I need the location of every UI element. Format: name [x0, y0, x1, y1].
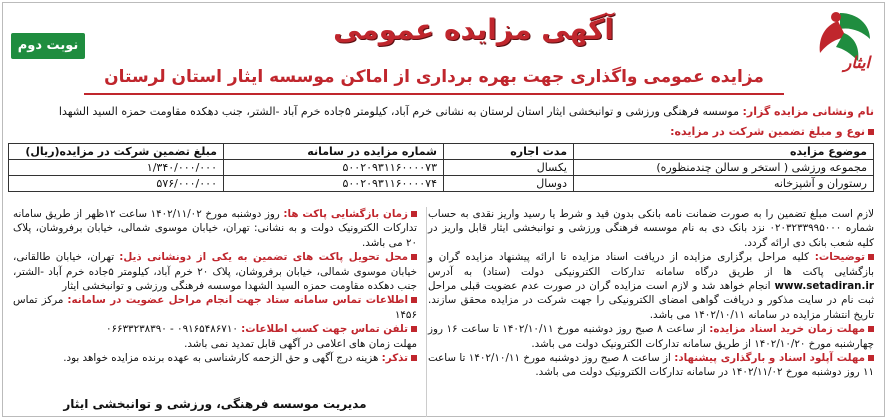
column-divider [426, 207, 427, 417]
delivery-paragraph [13, 250, 417, 293]
phones-paragraph [13, 322, 417, 336]
delivery-label: محل تحویل پاکت های تضمین به یکی از دونشانی ذیل: [119, 251, 408, 264]
organizer-line [9, 104, 874, 120]
mention-text: هزینه درج آگهی و حق الزحمه کارشناسی به عهده برنده مزایده خواهد بود. [63, 352, 382, 365]
cell-subject: مجموعه ورزشی ( استخر و سالن چندمنظوره) [574, 160, 874, 176]
bullet-icon [868, 129, 874, 135]
contact-text: مرکز تماس ۱۴۵۶ [13, 294, 417, 321]
mention-paragraph [13, 351, 417, 365]
header-subject: موضوع مزایده [574, 144, 874, 160]
cell-guarantee-amount: ۵۷۶/۰۰۰/۰۰۰ [9, 176, 224, 192]
buy-deadline-text: از ساعت ۸ صبح روز دوشنبه مورخ ۱۴۰۲/۱۰/۱۱ تا ساعت ۱۶ روز چهارشنبه مورخ ۱۴۰۲/۱۰/۲۰ از طریق سامانه تدارکات الکترونیک دولت می باشد. [428, 323, 874, 350]
bullet-icon [411, 211, 417, 217]
cell-auction-number: ۵۰۰۲۰۹۳۱۱۶۰۰۰۰۷۴ [224, 176, 444, 192]
right-column [428, 207, 874, 380]
header-auction-number: شماره مزایده در سامانه [224, 144, 444, 160]
phones-text: ۰۹۱۶۵۴۸۶۷۱۰ - ۰۶۶۳۳۲۳۸۳۹۰ [105, 323, 242, 336]
notes-text-2: انجام خواهد شد و لازم است مزایده گران در صورت عدم عضویت قبلی مراحل ثبت نام در سایت مذکور و دریافت گواهی امضای الکترونیکی را جهت شرکت در مزایده محقق سازند. تاریخ انتشار مزایده در سامانه ۱۴۰۲/۱۰/۱۱ می باشد. [428, 280, 874, 321]
notes-label: توضیحات: [814, 251, 865, 264]
bullet-icon [411, 254, 417, 260]
table-row [9, 160, 874, 176]
phones-label: تلفن تماس جهت کسب اطلاعات: [241, 323, 408, 336]
left-column [13, 207, 417, 365]
upload-deadline-label: مهلت آپلود اسناد و بارگذاری پیشنهاد: [674, 352, 865, 365]
organizer-label: نام ونشانی مزایده گزار: [742, 105, 874, 118]
guarantee-section-title: نوع و مبلغ تضمین شرکت در مزایده: [670, 125, 874, 138]
buy-deadline-paragraph [428, 322, 874, 351]
table-header-row [9, 144, 874, 160]
buy-deadline-label: مهلت زمان خرید اسناد مزایده: [709, 323, 866, 336]
cell-subject: رستوران و آشپزخانه [574, 176, 874, 192]
page-title: آگهی مزایده عمومی [333, 13, 614, 46]
setadiran-link[interactable]: www.setadiran.ir [774, 280, 874, 293]
auction-table [8, 143, 874, 192]
cell-duration: یکسال [444, 160, 574, 176]
opening-label: زمان بازگشایی پاکت ها: [283, 208, 408, 220]
divider [84, 93, 784, 95]
contact-paragraph [13, 293, 417, 322]
notes-paragraph [428, 250, 874, 322]
organizer-value: موسسه فرهنگی ورزشی و توانبخشی ایثار استان لرستان به نشانی خرم آباد، کیلومتر ۵جاده خرم آباد -الشتر، جنب دهکده مقاومت حمزه السید الشهدا [58, 105, 743, 118]
cell-guarantee-amount: ۱/۳۴۰/۰۰۰/۰۰۰ [9, 160, 224, 176]
signature-line: مدیریت موسسه فرهنگی، ورزشی و توانبخشی ایثار [63, 397, 367, 411]
opening-paragraph [13, 207, 417, 250]
notes-text: کلیه مراحل برگزاری مزایده از دریافت اسناد مزایده تا ارائه پیشنهاد مزایده گران و بازگشایی پاکت ها از طریق درگاه سامانه تدارکات الکترونیکی دولت (ستاد) به آدرس [428, 251, 874, 278]
advertisement-frame [2, 2, 885, 417]
upload-deadline-paragraph [428, 351, 874, 380]
logo-text: ایثار [843, 53, 870, 72]
table-row [9, 176, 874, 192]
contact-label: اطلاعات تماس سامانه ستاد جهت انجام مراحل عضویت در سامانه: [67, 294, 409, 307]
mention-label: تذکر: [381, 352, 408, 365]
auction-subtitle: مزایده عمومی واگذاری جهت بهره برداری از اماکن موسسه ایثار استان لرستان [104, 67, 764, 87]
header-duration: مدت اجاره [444, 144, 574, 160]
bullet-icon [868, 254, 874, 260]
cell-auction-number: ۵۰۰۲۰۹۳۱۱۶۰۰۰۰۷۳ [224, 160, 444, 176]
guarantee-text: لازم است مبلغ تضمین را به صورت ضمانت نامه بانکی بدون قید و شرط یا رسید واریز نقدی به حساب شماره ۰۲۰۳۲۳۳۹۹۵۰۰۰ نزد بانک دی به نام موسسه فرهنگی ورزشی و توانبخشی ایثار قابل واریز در کلیه شعب بانک دی ارائه گردد. [428, 208, 875, 249]
bullet-icon [411, 326, 417, 332]
upload-deadline-text: از ساعت ۸ صبح روز دوشنبه مورخ ۱۴۰۲/۱۰/۱۱ تا ساعت ۱۱ روز دوشنبه مورخ ۱۴۰۲/۱۱/۰۲ در سامانه تدارکات الکترونیک دولت می باشد. [428, 352, 874, 379]
isar-logo [800, 7, 878, 87]
header-guarantee-amount: مبلغ تضمین شرکت در مزایده(ریال) [9, 144, 224, 160]
cell-duration: دوسال [444, 176, 574, 192]
turn-badge: نوبت دوم [11, 33, 85, 59]
bullet-icon [411, 355, 417, 361]
bullet-icon [868, 355, 874, 361]
bullet-icon [868, 326, 874, 332]
opening-text: روز دوشنبه مورخ ۱۴۰۲/۱۱/۰۲ ساعت ۱۲ظهر از طریق سامانه تدارکات الکترونیک دولت و به نشانی: تهران، خیابان موسوی شمالی، خیابان برفروشان، پلاک ۲۰ می باشد. [13, 208, 417, 249]
deadline-note: مهلت زمان های اعلامی در آگهی قابل تمدید نمی باشد. [184, 337, 417, 350]
bullet-icon [411, 297, 417, 303]
delivery-text: تهران، خیابان طالقانی، خیابان موسوی شمالی، خیابان برفروشان، پلاک ۲۰ خرم آباد، کیلومتر ۵جاده خرم آباد -الشتر، جنب دهکده مقاومت حمزه السید الشهدا موسسه فرهنگی ورزشی و توانبخشی ایثار [13, 251, 417, 293]
